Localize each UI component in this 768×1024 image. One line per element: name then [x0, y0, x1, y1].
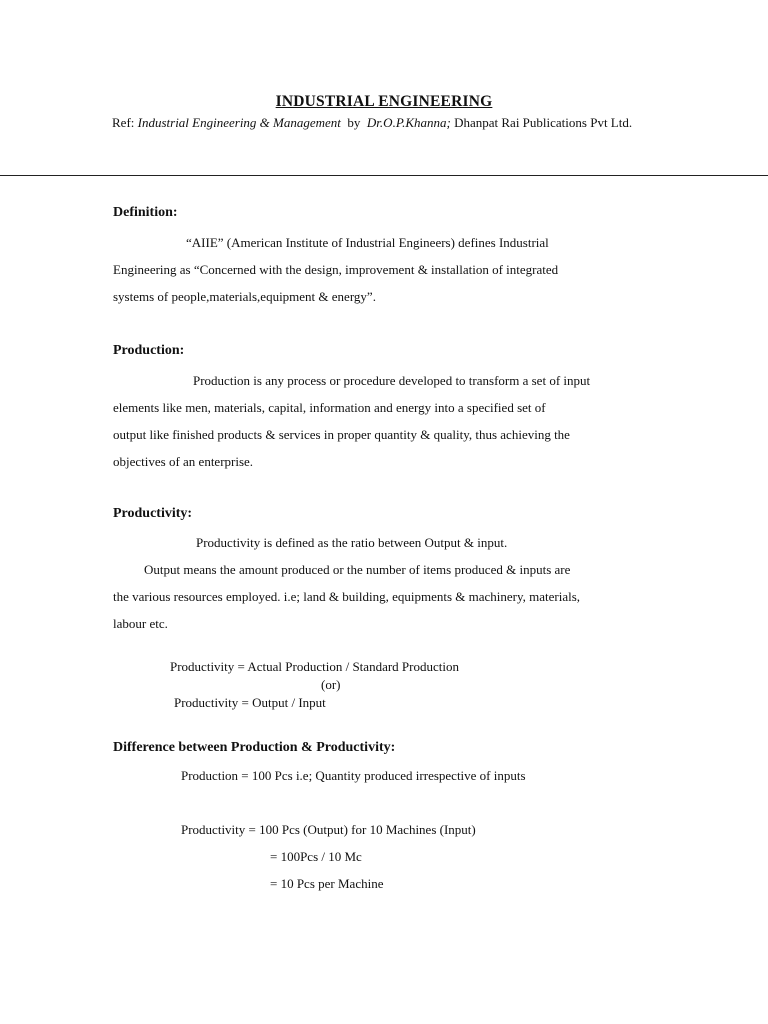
formula-actual-standard: Productivity = Actual Production / Standard Production [170, 659, 459, 674]
productivity-step-2: = 10 Pcs per Machine [270, 876, 384, 891]
ref-prefix: Ref: [112, 115, 138, 130]
ref-by: by [340, 115, 367, 130]
productivity-line-2: Output means the amount produced or the number of items produced & inputs are [144, 562, 571, 577]
ref-publisher: Dhanpat Rai Publications Pvt Ltd. [450, 115, 633, 130]
production-line-2: elements like men, materials, capital, information and energy into a specified set of [113, 400, 546, 415]
difference-heading: Difference between Production & Productivity: [113, 740, 396, 755]
definition-line-1: “AIIE” (American Institute of Industrial Engineers) defines Industrial [186, 235, 549, 250]
productivity-line-3: the various resources employed. i.e; land & building, equipments & machinery, materials, [113, 589, 581, 604]
productivity-paragraph [113, 529, 658, 637]
production-line-1: Production is any process or procedure developed to transform a set of input [193, 373, 591, 388]
production-example: Production = 100 Pcs i.e; Quantity produced irrespective of inputs [181, 768, 526, 783]
productivity-line-4: labour etc. [113, 616, 168, 631]
production-line-4: objectives of an enterprise. [113, 454, 254, 469]
productivity-heading: Productivity: [113, 506, 193, 521]
production-line-3: output like finished products & services in proper quantity & quality, thus achieving the [113, 427, 570, 442]
reference [112, 113, 672, 132]
production-heading: Production: [113, 343, 185, 358]
definition-heading: Definition: [113, 205, 178, 220]
productivity-line-1: Productivity is defined as the ratio between Output & input. [196, 535, 508, 550]
definition-line-3: systems of people,materials,equipment & energy”. [113, 289, 376, 304]
ref-book-title: Industrial Engineering & Management [137, 115, 341, 130]
header-divider [0, 175, 768, 176]
productivity-step-1: = 100Pcs / 10 Mc [270, 849, 362, 864]
production-paragraph [113, 367, 658, 475]
productivity-example: Productivity = 100 Pcs (Output) for 10 Machines (Input) [181, 822, 476, 837]
definition-line-2: Engineering as “Concerned with the design, improvement & installation of integrated [113, 262, 559, 277]
document-title: INDUSTRIAL ENGINEERING [275, 93, 493, 110]
formula-output-input: Productivity = Output / Input [174, 695, 326, 710]
ref-author: Dr.O.P.Khanna; [366, 115, 451, 130]
definition-paragraph [113, 229, 658, 310]
formula-or: (or) [321, 677, 341, 692]
